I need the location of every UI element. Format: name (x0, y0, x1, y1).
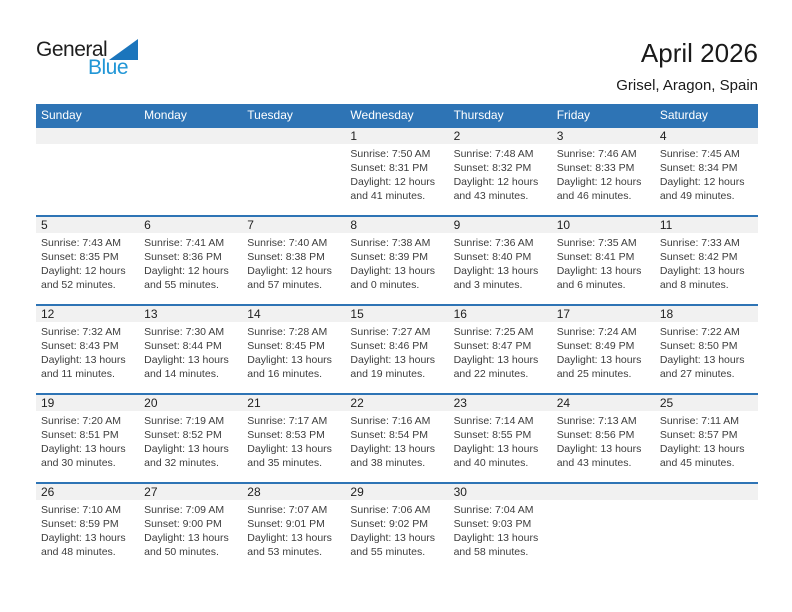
day-info-line: Sunrise: 7:19 AM (144, 415, 225, 427)
day-info-line: Daylight: 12 hours (350, 176, 436, 188)
day-cell-23 (449, 411, 552, 470)
day-cell-17 (552, 322, 655, 381)
day-cell-4 (655, 144, 758, 203)
day-info-line: Sunset: 9:01 PM (247, 518, 325, 530)
day-cell-28 (242, 500, 345, 559)
day-cell-26 (36, 500, 139, 559)
day-info-line: Sunrise: 7:35 AM (556, 237, 637, 249)
day-info-line: Daylight: 12 hours (41, 265, 126, 277)
day-cell-3 (552, 144, 655, 203)
logo-text-blue: Blue (88, 56, 129, 79)
day-cell-6 (139, 233, 242, 292)
day-info-line: Sunrise: 7:36 AM (453, 237, 534, 249)
day-info-line: Daylight: 12 hours (556, 176, 642, 188)
weekday-header-tuesday: Tuesday (247, 108, 293, 122)
day-info-line: Sunrise: 7:04 AM (453, 504, 534, 516)
day-info-line: and 3 minutes. (453, 279, 523, 291)
day-info-line: Sunset: 8:42 PM (659, 251, 738, 263)
weekday-header-wednesday: Wednesday (350, 108, 414, 122)
empty-date-cell (36, 128, 139, 144)
day-info-line: Sunset: 8:34 PM (659, 162, 738, 174)
day-number-8: 8 (350, 218, 358, 232)
day-cell-1 (345, 144, 448, 203)
day-info-line: Sunrise: 7:30 AM (144, 326, 225, 338)
day-info-line: and 53 minutes. (247, 546, 322, 558)
day-info-line: Sunrise: 7:48 AM (453, 148, 534, 160)
day-info-line: Sunset: 8:40 PM (453, 251, 532, 263)
day-info-line: Sunrise: 7:11 AM (659, 415, 740, 427)
day-info-line: Sunset: 8:57 PM (659, 429, 738, 441)
day-number-3: 3 (556, 129, 564, 143)
day-number-24: 24 (556, 396, 571, 410)
day-info-line: Sunset: 8:39 PM (350, 251, 429, 263)
day-info-line: Sunset: 8:45 PM (247, 340, 325, 352)
day-number-7: 7 (247, 218, 254, 232)
day-info-line: Daylight: 13 hours (144, 532, 229, 544)
day-info-line: Sunrise: 7:09 AM (144, 504, 225, 516)
day-details-row (36, 500, 758, 559)
day-info-line: Sunset: 8:54 PM (350, 429, 429, 441)
day-info-line: Sunset: 8:31 PM (350, 162, 429, 174)
month-title: April 2026 (640, 38, 758, 68)
weekday-header-friday: Friday (556, 108, 591, 122)
empty-date-cell (655, 484, 758, 500)
day-number-10: 10 (556, 218, 571, 232)
day-info-line: Sunrise: 7:20 AM (41, 415, 121, 427)
day-info-line: Sunset: 8:53 PM (247, 429, 325, 441)
empty-day-cell (242, 144, 345, 203)
title-block (616, 38, 758, 94)
day-number-21: 21 (247, 396, 261, 410)
day-info-line: Daylight: 13 hours (350, 532, 436, 544)
day-info-line: Sunset: 8:35 PM (41, 251, 119, 263)
day-cell-5 (36, 233, 139, 292)
weekday-header-thursday: Thursday (453, 108, 504, 122)
day-info-line: and 0 minutes. (350, 279, 420, 291)
day-info-line: and 30 minutes. (41, 457, 116, 469)
day-info-line: Daylight: 13 hours (41, 354, 126, 366)
day-info-line: and 52 minutes. (41, 279, 116, 291)
day-info-line: Sunset: 8:44 PM (144, 340, 222, 352)
empty-date-cell (552, 484, 655, 500)
day-number-6: 6 (144, 218, 151, 232)
day-number-27: 27 (144, 485, 158, 499)
day-info-line: Daylight: 13 hours (247, 532, 332, 544)
day-number-11: 11 (659, 218, 673, 232)
day-info-line: and 40 minutes. (453, 457, 529, 469)
day-cell-19 (36, 411, 139, 470)
day-info-line: and 22 minutes. (453, 368, 529, 380)
day-number-18: 18 (659, 307, 674, 321)
day-info-line: Sunrise: 7:24 AM (556, 326, 637, 338)
day-info-line: Daylight: 13 hours (659, 265, 745, 277)
day-info-line: Daylight: 13 hours (41, 532, 126, 544)
day-info-line: Sunrise: 7:25 AM (453, 326, 534, 338)
day-details-row (36, 233, 758, 292)
day-number-19: 19 (41, 396, 55, 410)
week-row-2 (36, 215, 758, 304)
day-info-line: and 32 minutes. (144, 457, 219, 469)
day-info-line: Sunrise: 7:27 AM (350, 326, 431, 338)
day-info-line: Daylight: 13 hours (453, 532, 539, 544)
day-info-line: Sunrise: 7:10 AM (41, 504, 121, 516)
day-cell-8 (345, 233, 448, 292)
day-info-line: Daylight: 13 hours (556, 354, 642, 366)
day-info-line: Daylight: 12 hours (659, 176, 745, 188)
day-info-line: Sunrise: 7:32 AM (41, 326, 121, 338)
day-info-line: Sunset: 8:36 PM (144, 251, 222, 263)
date-number-band (36, 395, 758, 411)
day-info-line: and 25 minutes. (556, 368, 632, 380)
day-number-14: 14 (247, 307, 261, 321)
day-number-9: 9 (453, 218, 461, 232)
day-cell-10 (552, 233, 655, 292)
empty-date-cell (139, 128, 242, 144)
day-cell-21 (242, 411, 345, 470)
day-info-line: and 45 minutes. (659, 457, 735, 469)
empty-day-cell (139, 144, 242, 203)
day-info-line: Daylight: 13 hours (247, 354, 332, 366)
day-info-line: Sunrise: 7:50 AM (350, 148, 431, 160)
day-number-28: 28 (247, 485, 261, 499)
date-number-band (36, 306, 758, 322)
day-info-line: Sunset: 9:02 PM (350, 518, 429, 530)
day-cell-16 (449, 322, 552, 381)
day-number-5: 5 (41, 218, 48, 232)
empty-day-cell (36, 144, 139, 203)
day-info-line: Sunset: 9:03 PM (453, 518, 532, 530)
empty-day-cell (655, 500, 758, 559)
day-cell-12 (36, 322, 139, 381)
day-info-line: Sunset: 8:33 PM (556, 162, 635, 174)
day-info-line: Sunrise: 7:40 AM (247, 237, 328, 249)
day-info-line: Daylight: 13 hours (453, 354, 539, 366)
day-info-line: Sunset: 8:46 PM (350, 340, 429, 352)
day-info-line: and 43 minutes. (556, 457, 632, 469)
day-info-line: Sunrise: 7:43 AM (41, 237, 121, 249)
empty-day-cell (552, 500, 655, 559)
day-info-line: Sunset: 8:55 PM (453, 429, 532, 441)
week-row-4 (36, 393, 758, 482)
day-info-line: Daylight: 13 hours (350, 443, 436, 455)
day-info-line: and 27 minutes. (659, 368, 735, 380)
day-info-line: Sunset: 8:56 PM (556, 429, 635, 441)
day-number-4: 4 (659, 129, 667, 143)
weekday-header-sunday: Sunday (41, 108, 82, 122)
day-info-line: and 48 minutes. (41, 546, 116, 558)
day-cell-9 (449, 233, 552, 292)
day-info-line: Sunset: 8:49 PM (556, 340, 635, 352)
day-info-line: Daylight: 12 hours (453, 176, 539, 188)
day-info-line: and 58 minutes. (453, 546, 529, 558)
day-info-line: and 19 minutes. (350, 368, 426, 380)
day-cell-24 (552, 411, 655, 470)
day-info-line: Sunset: 8:59 PM (41, 518, 119, 530)
day-info-line: and 55 minutes. (350, 546, 426, 558)
day-info-line: Sunset: 9:00 PM (144, 518, 222, 530)
day-info-line: Daylight: 12 hours (247, 265, 332, 277)
day-number-13: 13 (144, 307, 158, 321)
day-cell-20 (139, 411, 242, 470)
day-info-line: Sunset: 8:50 PM (659, 340, 738, 352)
day-info-line: Sunset: 8:47 PM (453, 340, 532, 352)
day-number-26: 26 (41, 485, 55, 499)
day-info-line: Sunrise: 7:41 AM (144, 237, 225, 249)
day-cell-15 (345, 322, 448, 381)
day-number-30: 30 (453, 485, 467, 499)
day-info-line: and 14 minutes. (144, 368, 219, 380)
date-number-band (36, 217, 758, 233)
day-number-16: 16 (453, 307, 467, 321)
day-cell-14 (242, 322, 345, 381)
day-info-line: and 8 minutes. (659, 279, 729, 291)
weekday-header-monday: Monday (144, 108, 187, 122)
day-info-line: Sunrise: 7:13 AM (556, 415, 637, 427)
day-number-1: 1 (350, 129, 358, 143)
day-info-line: Sunrise: 7:17 AM (247, 415, 328, 427)
day-number-2: 2 (453, 129, 461, 143)
day-cell-13 (139, 322, 242, 381)
day-info-line: Sunrise: 7:38 AM (350, 237, 431, 249)
day-info-line: Daylight: 13 hours (556, 443, 642, 455)
day-info-line: Daylight: 13 hours (247, 443, 332, 455)
day-info-line: and 50 minutes. (144, 546, 219, 558)
day-info-line: Sunrise: 7:07 AM (247, 504, 328, 516)
day-number-12: 12 (41, 307, 55, 321)
day-info-line: Sunrise: 7:16 AM (350, 415, 431, 427)
weekday-header-row (36, 104, 758, 126)
empty-date-cell (242, 128, 345, 144)
day-info-line: Sunrise: 7:14 AM (453, 415, 534, 427)
day-cell-29 (345, 500, 448, 559)
day-details-row (36, 411, 758, 470)
day-info-line: and 35 minutes. (247, 457, 322, 469)
day-info-line: and 57 minutes. (247, 279, 322, 291)
day-info-line: and 43 minutes. (453, 190, 529, 202)
day-number-15: 15 (350, 307, 364, 321)
day-info-line: Daylight: 13 hours (350, 265, 436, 277)
day-number-29: 29 (350, 485, 364, 499)
day-info-line: and 16 minutes. (247, 368, 322, 380)
day-info-line: Daylight: 12 hours (144, 265, 229, 277)
day-info-line: Daylight: 13 hours (144, 443, 229, 455)
day-info-line: Daylight: 13 hours (453, 265, 539, 277)
day-cell-18 (655, 322, 758, 381)
general-blue-logo (36, 38, 138, 80)
day-details-row (36, 144, 758, 203)
location-subtitle: Grisel, Aragon, Spain (616, 77, 758, 94)
day-info-line: Sunrise: 7:06 AM (350, 504, 431, 516)
day-info-line: Sunset: 8:43 PM (41, 340, 119, 352)
date-number-band (36, 484, 758, 500)
day-info-line: Sunrise: 7:33 AM (659, 237, 740, 249)
day-info-line: Daylight: 13 hours (659, 443, 745, 455)
calendar-weeks (36, 126, 758, 571)
day-info-line: Sunset: 8:52 PM (144, 429, 222, 441)
day-details-row (36, 322, 758, 381)
day-info-line: Daylight: 13 hours (659, 354, 745, 366)
day-info-line: Sunset: 8:38 PM (247, 251, 325, 263)
day-info-line: Daylight: 13 hours (41, 443, 126, 455)
day-cell-11 (655, 233, 758, 292)
day-info-line: Sunset: 8:32 PM (453, 162, 532, 174)
day-cell-2 (449, 144, 552, 203)
day-info-line: and 55 minutes. (144, 279, 219, 291)
day-info-line: Sunset: 8:41 PM (556, 251, 635, 263)
day-number-20: 20 (144, 396, 158, 410)
day-info-line: Sunrise: 7:22 AM (659, 326, 740, 338)
day-info-line: and 49 minutes. (659, 190, 735, 202)
day-number-17: 17 (556, 307, 571, 321)
day-info-line: Daylight: 13 hours (453, 443, 539, 455)
day-info-line: and 41 minutes. (350, 190, 426, 202)
week-row-1 (36, 126, 758, 215)
day-info-line: Sunrise: 7:46 AM (556, 148, 637, 160)
day-number-22: 22 (350, 396, 364, 410)
day-info-line: Daylight: 13 hours (144, 354, 229, 366)
day-cell-27 (139, 500, 242, 559)
day-cell-30 (449, 500, 552, 559)
day-info-line: and 6 minutes. (556, 279, 626, 291)
day-info-line: Daylight: 13 hours (556, 265, 642, 277)
day-info-line: and 11 minutes. (41, 368, 115, 380)
day-cell-22 (345, 411, 448, 470)
week-row-5 (36, 482, 758, 571)
date-number-band (36, 128, 758, 144)
day-info-line: Sunset: 8:51 PM (41, 429, 119, 441)
weekday-header-saturday: Saturday (659, 108, 708, 122)
day-cell-25 (655, 411, 758, 470)
calendar-table (36, 104, 758, 571)
day-info-line: and 38 minutes. (350, 457, 426, 469)
day-number-25: 25 (659, 396, 674, 410)
logo-text-general: General (36, 38, 108, 61)
week-row-3 (36, 304, 758, 393)
day-info-line: and 46 minutes. (556, 190, 632, 202)
day-info-line: Daylight: 13 hours (350, 354, 436, 366)
day-info-line: Sunrise: 7:28 AM (247, 326, 328, 338)
day-cell-7 (242, 233, 345, 292)
day-number-23: 23 (453, 396, 467, 410)
day-info-line: Sunrise: 7:45 AM (659, 148, 740, 160)
